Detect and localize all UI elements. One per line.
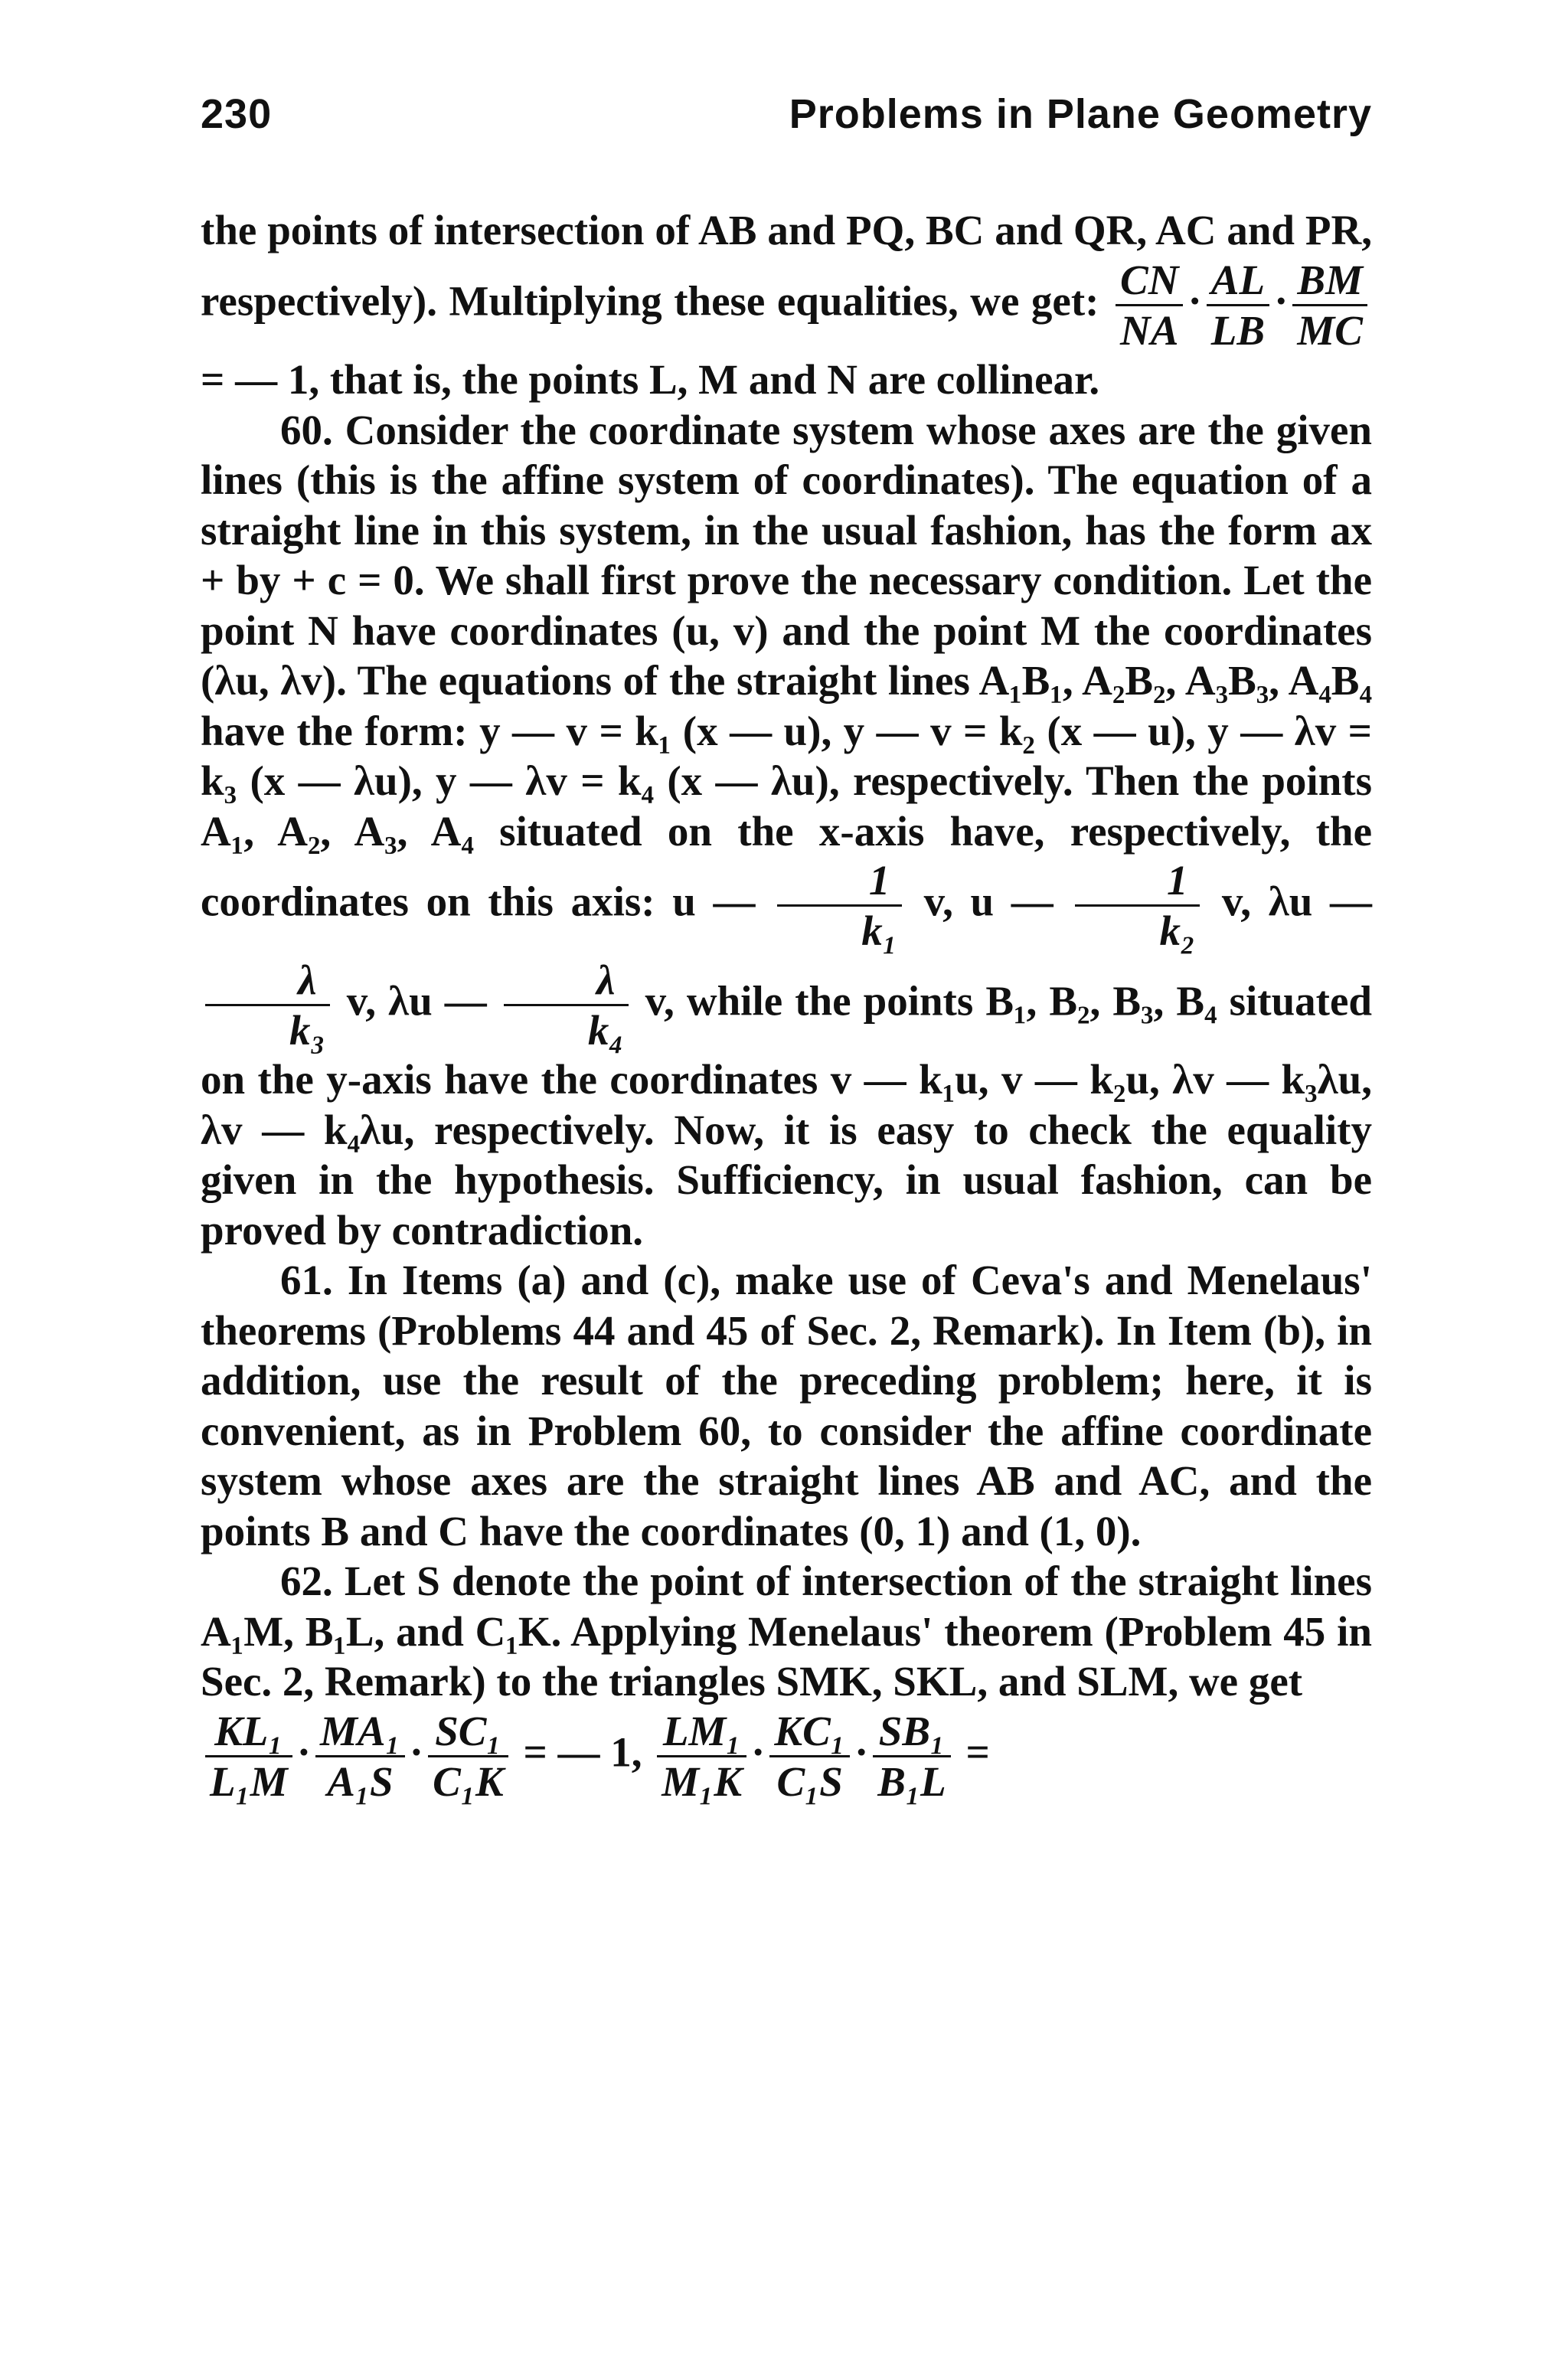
menelaus-equation: $\frac{\text{KL₁}}{\text{L₁M}}$ · $\frac{\text{MA₁}}{\text{A₁S}}$ · $\frac{\text{SC₁}}{\text{C₁K}}$ = — 1, $\frac{\text{LM₁}}{\text{M₁K}}$ · $\frac{\text{KC₁}}{\text{C₁S}}$ · $\frac{\text{SB₁}}{\text{B₁L}}$ = xyxy=(201,1707,1372,1806)
text-p1-b: = — 1, that is, the points L, M and N are collinear. xyxy=(201,356,1100,403)
fraction-lambda-k4: $\frac{\lambda}{\text{k₄}}$ xyxy=(504,956,629,1055)
paragraph-problem-60: 60. Consider the coordinate system whose axes are the given lines (this is the affine system of coordinates). The equation of a straight line in this system, in the usual fashion, has the form ax + by + c = 0. We shall first prove the necessary condition. Let the point N have coordinates (u, v) and the point M the coordinates (λu, λv). The equations of the straight lines A₁B₁, A₂B₂, A₃B₃, A₄B₄ have the form: y — v = k₁ (x — u), y — v = k₂ (x — u), y — λv = k₃ (x — λu), y — λv = k₄ (x — λu), respectively. Then the points A₁, A₂, A₃, A₄ situated on the x-axis have, respectively, the coordinates on this axis: u — $\frac{1}{\text{k₁}}$ v, u — $\frac{1}{\text{k₂}}$ v, λu — $\frac{\lambda}{\text{k₃}}$ v, λu — $\frac{\lambda}{\text{k₄}}$ v, while the points B₁, B₂, B₃, B₄ situated on the y-axis have the coordinates v — k₁u, v — k₂u, λv — k₃λu, λv — k₄λu, respectively. Now, it is easy to check the equality given in the hypothesis. Sufficiency, in usual fashion, can be proved by contradiction. xyxy=(201,406,1372,1254)
text-p1-a: the points of intersection of AB and PQ, BC and QR, AC and PR, respectively). Multiplying these equalities, we get: xyxy=(201,207,1372,324)
fraction-al-lb: $\frac{AL}{LB}$ xyxy=(1207,256,1269,355)
fraction-lm1-m1k: $\frac{\text{LM₁}}{\text{M₁K}}$ xyxy=(657,1707,746,1806)
running-title: Problems in Plane Geometry xyxy=(789,91,1372,137)
fraction-cn-na: $\frac{CN}{NA}$ xyxy=(1116,256,1183,355)
page-body xyxy=(201,205,1372,1806)
page-number: 230 xyxy=(201,91,273,137)
paragraph-continuation: the points of intersection of AB and PQ, BC and QR, AC and PR, respectively). Multiplying these equalities, we get: $\frac{CN}{NA}$ · $\frac{AL}{LB}$ · $\frac{BM}{MC}$ = — 1, that is, the points L, M and N are collinear. xyxy=(201,207,1372,403)
paragraph-problem-62: 62. Let S denote the point of intersection of the straight lines A₁M, B₁L, and C₁K. Applying Menelaus' theorem (Problem 45 in Sec. 2, Remark) to the triangles SMK, SKL, and SLM, we get xyxy=(201,1558,1372,1705)
fraction-ma1-a1s: $\frac{\text{MA₁}}{\text{A₁S}}$ xyxy=(315,1707,405,1806)
paragraph-problem-61: 61. In Items (a) and (c), make use of Ceva's and Menelaus' theorems (Problems 44 and 45 of Sec. 2, Remark). In Item (b), in addition, use the result of the preceding problem; here, it is convenient, as in Problem 60, to consider the affine coordinate system whose axes are the straight lines AB and AC, and the points B and C have the coordinates (0, 1) and (1, 0). xyxy=(201,1257,1372,1555)
fraction-1-k2: $\frac{1}{\text{k₂}}$ xyxy=(1075,856,1200,956)
fraction-kc1-c1s: $\frac{\text{KC₁}}{\text{C₁S}}$ xyxy=(769,1707,850,1806)
fraction-1-k1: $\frac{1}{\text{k₁}}$ xyxy=(777,856,902,956)
equation-equals-minus-one: = — 1, xyxy=(523,1728,642,1775)
fraction-lambda-k3: $\frac{\lambda}{\text{k₃}}$ xyxy=(205,956,330,1055)
equation-equals-end: = xyxy=(965,1728,990,1775)
page-header xyxy=(201,90,1372,152)
fraction-sc1-c1k: $\frac{\text{SC₁}}{\text{C₁K}}$ xyxy=(428,1707,508,1806)
fraction-kl1-l1m: $\frac{\text{KL₁}}{\text{L₁M}}$ xyxy=(205,1707,292,1806)
fraction-sb1-b1l: $\frac{\text{SB₁}}{\text{B₁L}}$ xyxy=(873,1707,950,1806)
fraction-bm-mc: $\frac{BM}{MC}$ xyxy=(1292,256,1367,355)
text-p60: 60. Consider the coordinate system whose axes are the given lines (this is the affine system of coordinates). The equation of a straight line in this system, in the usual fashion, has the form ax + by + c = 0. We shall first prove the necessary condition. Let the point N have coordinates (u, v) and the point M the coordinates (λu, λv). The equations of the straight lines A₁B₁, A₂B₂, A₃B₃, A₄B₄ have the form: y — v = k₁ (x — u), y — v = k₂ (x — u), y — λv = k₃ (x — λu), y — λv = k₄ (x — λu), respectively. Then the points A₁, A₂, A₃, A₄ situated on the x-axis have, respectively, the coordinates on this axis: u — xyxy=(201,406,1372,925)
